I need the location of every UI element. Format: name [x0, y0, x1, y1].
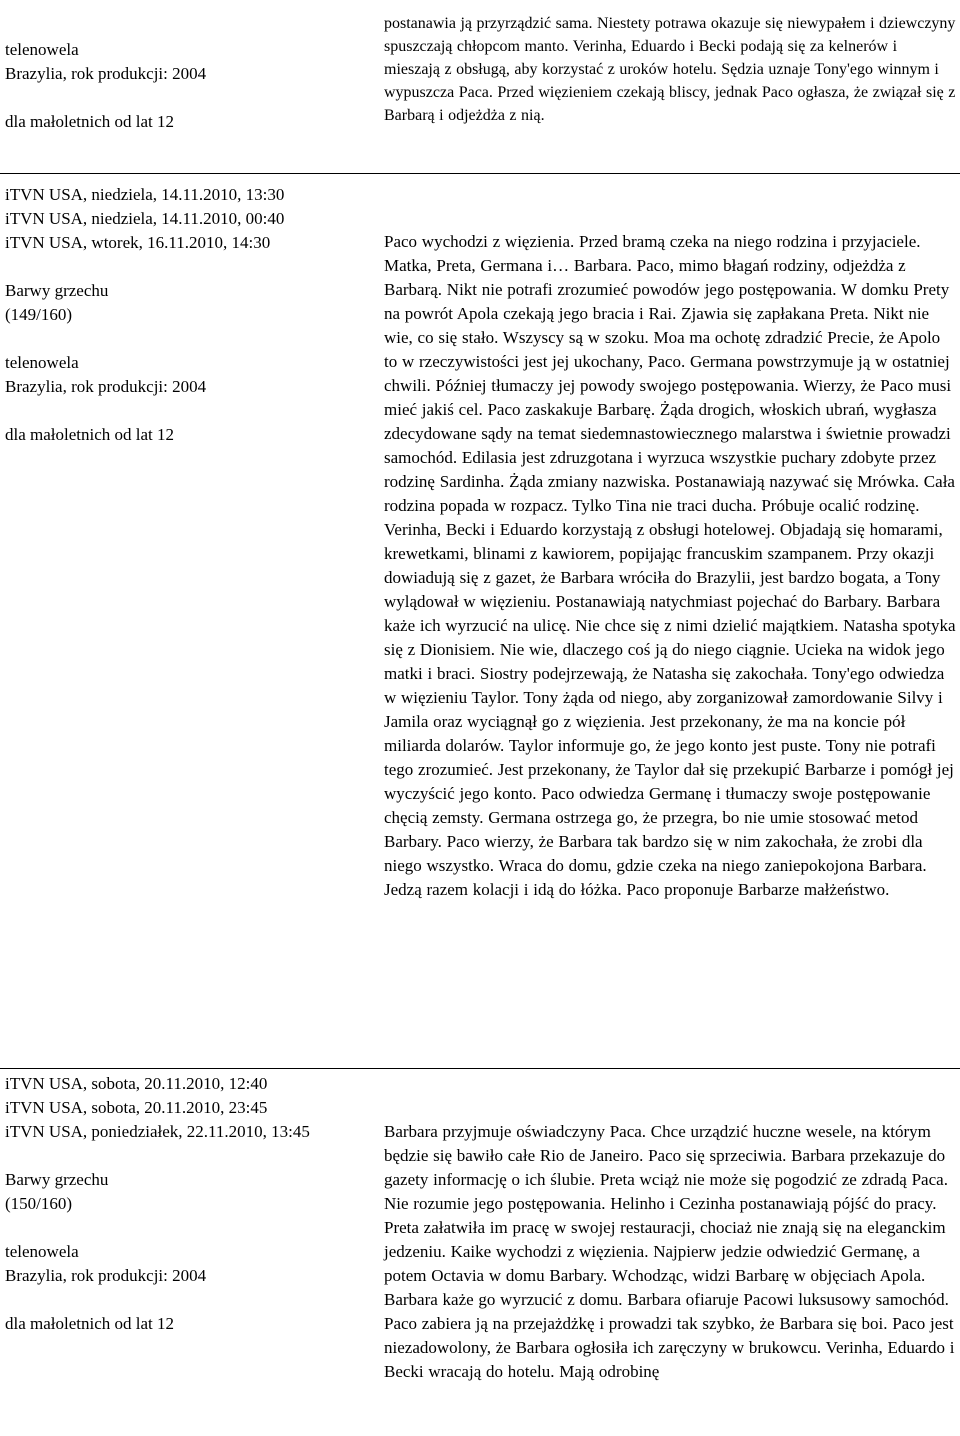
genre-label: telenowela [5, 40, 79, 59]
rating-label: dla małoletnich od lat 12 [5, 112, 175, 131]
broadcast-time: iTVN USA, sobota, 20.11.2010, 23:45 [5, 1098, 268, 1117]
synopsis-text: Paco wychodzi z więzienia. Przed bramą czeka na niego rodzina i przyjaciele. Matka, Preta, Germana i… Barbara. Paco, mimo błagań rodziny, odjeżdża z Barbarą. Nikt nie potrafi zrozumieć powodów jego postępowania. W domku Prety na powrót Apola czekają jego bracia i Rai. Zjawia się zapłakana Preta. Nikt nie wie, co się stało. Wszyscy są w szoku. Moa ma ochotę zdradzić Precie, że Apolo to w rzeczywistości jest jej ukochany, Paco. Germana powstrzymuje ją w ostatniej chwili. Później tłumaczy jej powody swojego postępowania. Wierzy, że Paco musi mieć jakiś cel. Paco zaskakuje Barbarę. Żąda drogich, włoskich ubrań, wygłasza zdecydowane sądy na temat siedemnastowiecznego malarstwa i świetnie prowadzi samochód. Edilasia jest zdruzgotana i wyrzuca wszystkie puchary zdobyte przez rodzinę Sardinha. Żąda zmiany nazwiska. Postanawiają nazywać się Mrówka. Cała rodzina popada w rozpacz. Tylko Tina nie traci ducha. Próbuje ocalić rodzinę. Verinha, Becki i Eduardo korzystają z obsługi hotelowej. Objadają się homarami, krewetkami, blinami z kawiorem, popijając francuskim szampanem. Przy okazji dowiadują się z gazet, że Barbara wróciła do Brazylii, jest bardzo bogata, a Tony wylądował w więzieniu. Postanawiają natychmiast pojechać do Barbary. Barbara każe ich wyrzucić na ulicę. Nie chce się z nimi dzielić majątkiem. Natasha spotyka się z Dionisiem. Nie wie, dlaczego coś ją do niego ciągnie. Ucieka na widok jego matki i braci. Siostry podejrzewają, że Natasha się zakochała. Tony'ego odwiedza w więzieniu Taylor. Tony żąda od niego, aby zorganizował zamordowanie Silvy i Jamila oraz wyciągnął go z więzienia. Jest przekonany, że ma na koncie pół miliarda dolarów. Taylor informuje go, że jego konto jest puste. Tony nie potrafi tego zrozumieć. Jest przekonany, że Taylor dał się przekupić Barbarze i pomógł jej wyczyścić jego konto. Paco odwiedza Germanę i tłumaczy swoje postępowanie chęcią zemsty. Germana ostrzega go, że przegra, bo nie umie stosować metod Barbary. Paco wierzy, że Barbara tak bardzo się w nim zakochała, że zrobi dla niego wszystko. Wraca do domu, gdzie czeka na niego zaniepokojona Barbara. Jedzą razem kolacji i idą do łóżka. Paco proponuje Barbarze małżeństwo. [384, 232, 956, 899]
block-2-synopsis-wrap [384, 1120, 956, 1384]
rating-label: dla małoletnich od lat 12 [5, 1314, 175, 1333]
genre-label: telenowela [5, 1242, 79, 1261]
synopsis-text: Barbara przyjmuje oświadczyny Paca. Chce urządzić huczne wesele, na którym będzie się bawiło całe Rio de Janeiro. Paco się sprzeciwia. Barbara przekazuje do gazety informację o ich ślubie. Preta wciąż nie może się pogodzić ze zdradą Paca. Nie rozumie jego postępowania. Helinho i Cezinha postanawiają pójść do pracy. Preta załatwiła im pracę w swojej restauracji, chociaż nie znają się na eleganckim jedzeniu. Kaike wychodzi z więzienia. Najpierw jedzie odwiedzić Germanę, a potem Octavia w domu Barbary. Wchodząc, widzi Barbarę w objęciach Apola. Barbara każe go wyrzucić z domu. Barbara ofiaruje Pacowi luksusowy samochód. Paco zabiera ją na przejażdżkę i prowadzi tak szybko, że Barbara się boi. Paco jest niezadowolony, że Barbara ogłosiła ich zaręczyny w brukowcu. Verinha, Eduardo i Becki wracają do hotelu. Mają odrobinę [384, 1122, 955, 1381]
episode-number: (149/160) [5, 305, 73, 324]
block-2-meta [5, 1072, 380, 1336]
broadcast-time: iTVN USA, wtorek, 16.11.2010, 14:30 [5, 233, 271, 252]
rating-label: dla małoletnich od lat 12 [5, 425, 175, 444]
row-divider [0, 173, 960, 174]
origin-label: Brazylia, rok produkcji: 2004 [5, 1266, 207, 1285]
broadcast-time: iTVN USA, niedziela, 14.11.2010, 00:40 [5, 209, 285, 228]
program-title: Barwy grzechu [5, 1170, 109, 1189]
block-0-meta [5, 38, 380, 134]
broadcast-time: iTVN USA, sobota, 20.11.2010, 12:40 [5, 1074, 268, 1093]
genre-label: telenowela [5, 353, 79, 372]
synopsis-text: postanawia ją przyrządzić sama. Niestety potrawa okazuje się niewypałem i dziewczyny spuszczają chłopcom manto. Verinha, Eduardo i Becki podają się za kelnerów i mieszają z obsługą, aby korzystać z uroków hotelu. Sędzia uznaje Tony'ego winnym i wypuszcza Paca. Przed więzieniem czekają bliscy, jednak Paco ogłasza, że związał się z Barbarą i odjeżdża z nią. [384, 15, 956, 124]
broadcast-time: iTVN USA, niedziela, 14.11.2010, 13:30 [5, 185, 285, 204]
origin-label: Brazylia, rok produkcji: 2004 [5, 64, 207, 83]
broadcast-time: iTVN USA, poniedziałek, 22.11.2010, 13:45 [5, 1122, 310, 1141]
row-divider [0, 1068, 960, 1069]
block-1-synopsis-wrap [384, 230, 956, 902]
block-1-meta [5, 183, 380, 447]
episode-number: (150/160) [5, 1194, 73, 1213]
program-title: Barwy grzechu [5, 281, 109, 300]
block-0-synopsis-wrap [384, 12, 956, 127]
origin-label: Brazylia, rok produkcji: 2004 [5, 377, 207, 396]
